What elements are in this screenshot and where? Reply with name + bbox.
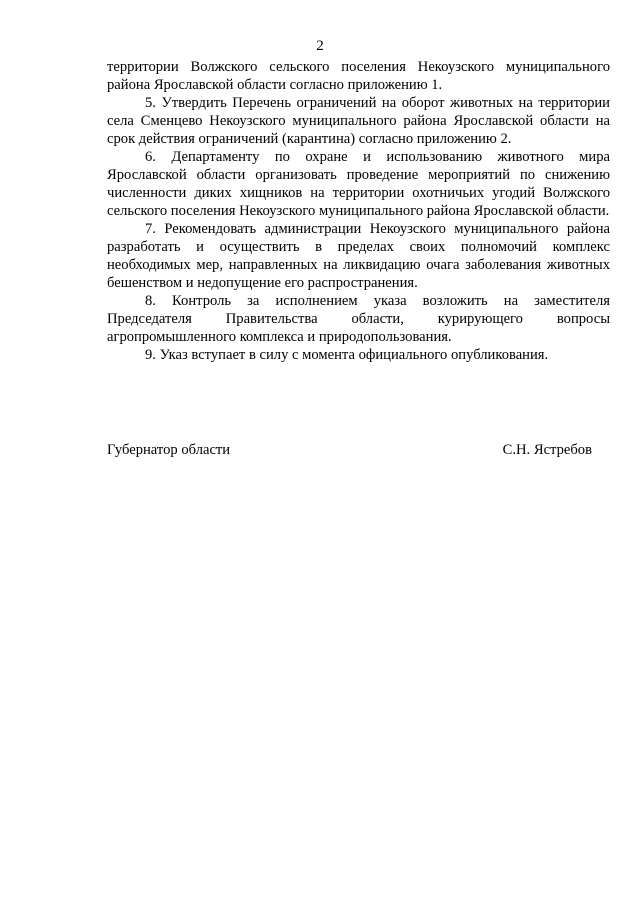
paragraph-item-6: 6. Департаменту по охране и использованию животного мира Ярославской области организовать проведение мероприятий по снижению численности диких хищников на территории охотничьих угодий Волжского сельского поселения Некоузского муниципального района Ярославской области. [107, 149, 610, 219]
paragraph-item-8: 8. Контроль за исполнением указа возложить на заместителя Председателя Правительства области, курирующего вопросы агропромышленного комплекса и природопользования. [107, 293, 610, 345]
paragraph-item-7: 7. Рекомендовать администрации Некоузского муниципального района разработать и осуществить в пределах своих полномочий комплекс необходимых мер, направленных на ликвидацию очага заболевания животных бешенством и недопущение его распространения. [107, 221, 610, 291]
paragraph-item-9: 9. Указ вступает в силу с момента официального опубликования. [145, 347, 549, 363]
signatory-name: С.Н. Ястребов [502, 442, 592, 458]
paragraph-continuation: территории Волжского сельского поселения Некоузского муниципального района Ярославской области согласно приложению 1. [107, 59, 610, 93]
document-body [107, 58, 610, 364]
page-number: 2 [316, 38, 324, 54]
signature-block [107, 441, 592, 459]
paragraph-item-5: 5. Утвердить Перечень ограничений на оборот животных на территории села Сменцево Некоузского муниципального района Ярославской области на срок действия ограничений (карантина) согласно приложению 2. [107, 95, 610, 147]
signatory-title: Губернатор области [107, 442, 231, 458]
